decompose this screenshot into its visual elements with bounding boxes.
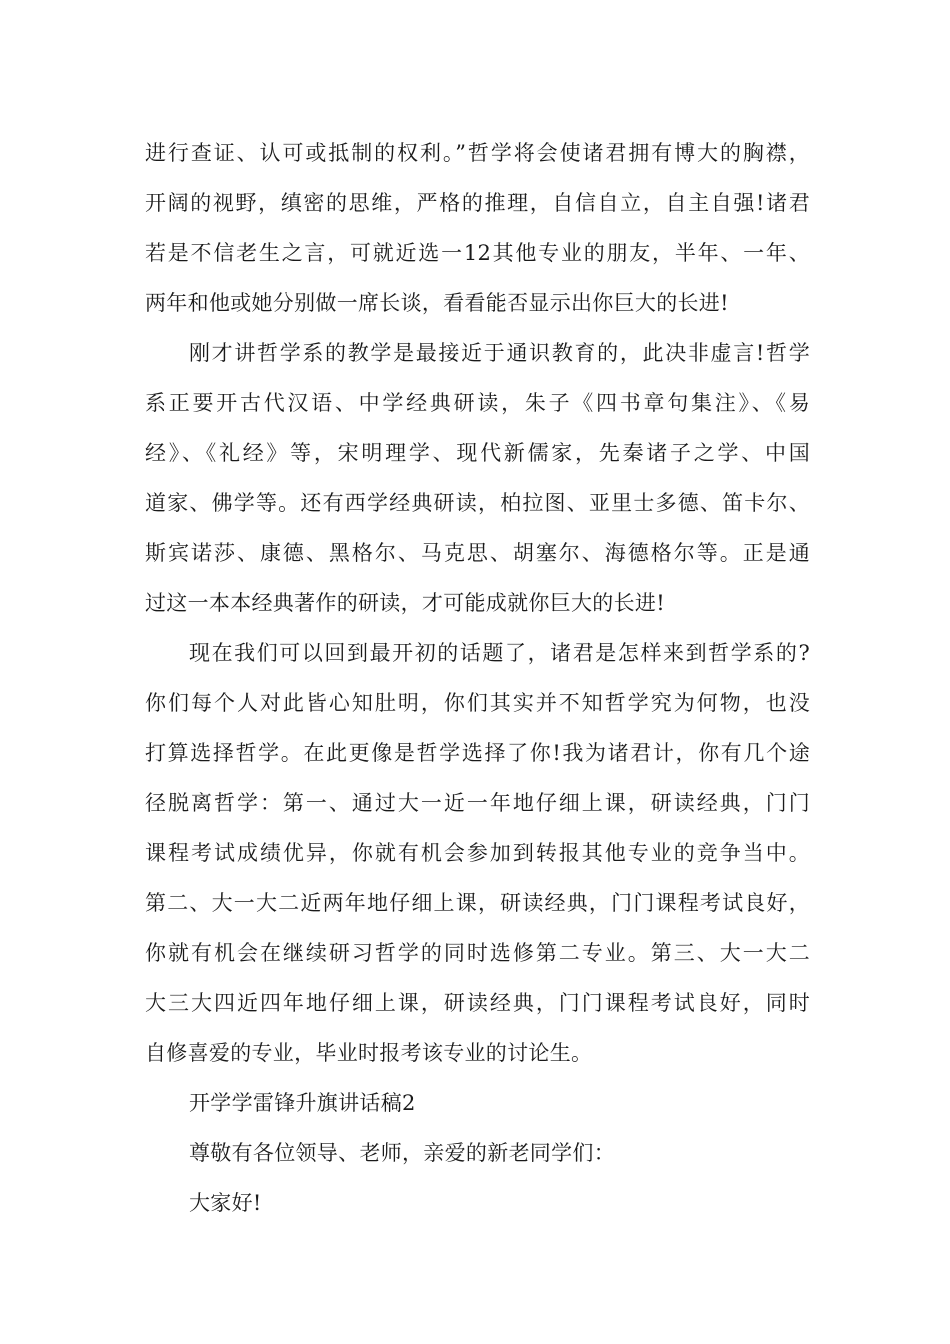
salutation: 尊敬有各位领导、老师，亲爱的新老同学们： <box>189 1141 615 1165</box>
text-line: 你们每个人对此皆心知肚明，你们其实并不知哲学究为何物，也没 <box>145 691 810 715</box>
text-line: 径脱离哲学：第一、通过大一近一年地仔细上课，研读经典，门门 <box>145 791 810 815</box>
paragraph-2 <box>145 328 810 628</box>
text-line: 现在我们可以回到最开初的话题了，诸君是怎样来到哲学系的? <box>189 641 810 665</box>
text-line: 道家、佛学等。还有西学经典研读，柏拉图、亚里士多德、笛卡尔、 <box>145 491 810 515</box>
paragraph-3 <box>145 628 810 1078</box>
section-title: 开学学雷锋升旗讲话稿2 <box>189 1091 416 1115</box>
text-line: 经》、《礼经》等，宋明理学、现代新儒家，先秦诸子之学、中国 <box>145 441 810 465</box>
text-line: 系正要开古代汉语、中学经典研读，朱子《四书章句集注》、《易 <box>145 391 810 415</box>
text-line: 你就有机会在继续研习哲学的同时选修第二专业。第三、大一大二 <box>145 941 810 965</box>
text-line: 斯宾诺莎、康德、黑格尔、马克思、胡塞尔、海德格尔等。正是通 <box>145 541 810 565</box>
text-line: 进行查证、认可或抵制的权利。”哲学将会使诸君拥有博大的胸襟， <box>145 141 810 165</box>
text-line: 课程考试成绩优异，你就有机会参加到转报其他专业的竞争当中。 <box>145 841 810 865</box>
text-line: 自修喜爱的专业，毕业时报考该专业的讨论生。 <box>145 1041 593 1065</box>
text-line: 大三大四近四年地仔细上课，研读经典，门门课程考试良好，同时 <box>145 991 810 1015</box>
greeting: 大家好! <box>189 1191 262 1215</box>
text-line: 两年和他或她分别做一席长谈，看看能否显示出你巨大的长进! <box>145 291 729 315</box>
text-line: 开阔的视野，缜密的思维，严格的推理，自信自立，自主自强!诸君 <box>145 191 810 215</box>
text-line: 打算选择哲学。在此更像是哲学选择了你!我为诸君计，你有几个途 <box>145 741 810 765</box>
paragraph-1 <box>145 128 810 328</box>
text-line: 刚才讲哲学系的教学是最接近于通识教育的，此决非虚言!哲学 <box>189 341 810 365</box>
text-line: 过这一本本经典著作的研读，才可能成就你巨大的长进! <box>145 591 665 615</box>
text-line: 若是不信老生之言，可就近选一12其他专业的朋友，半年、一年、 <box>145 241 810 265</box>
document-body <box>145 128 810 1228</box>
text-line: 第二、大一大二近两年地仔细上课，研读经典，门门课程考试良好， <box>145 891 810 915</box>
